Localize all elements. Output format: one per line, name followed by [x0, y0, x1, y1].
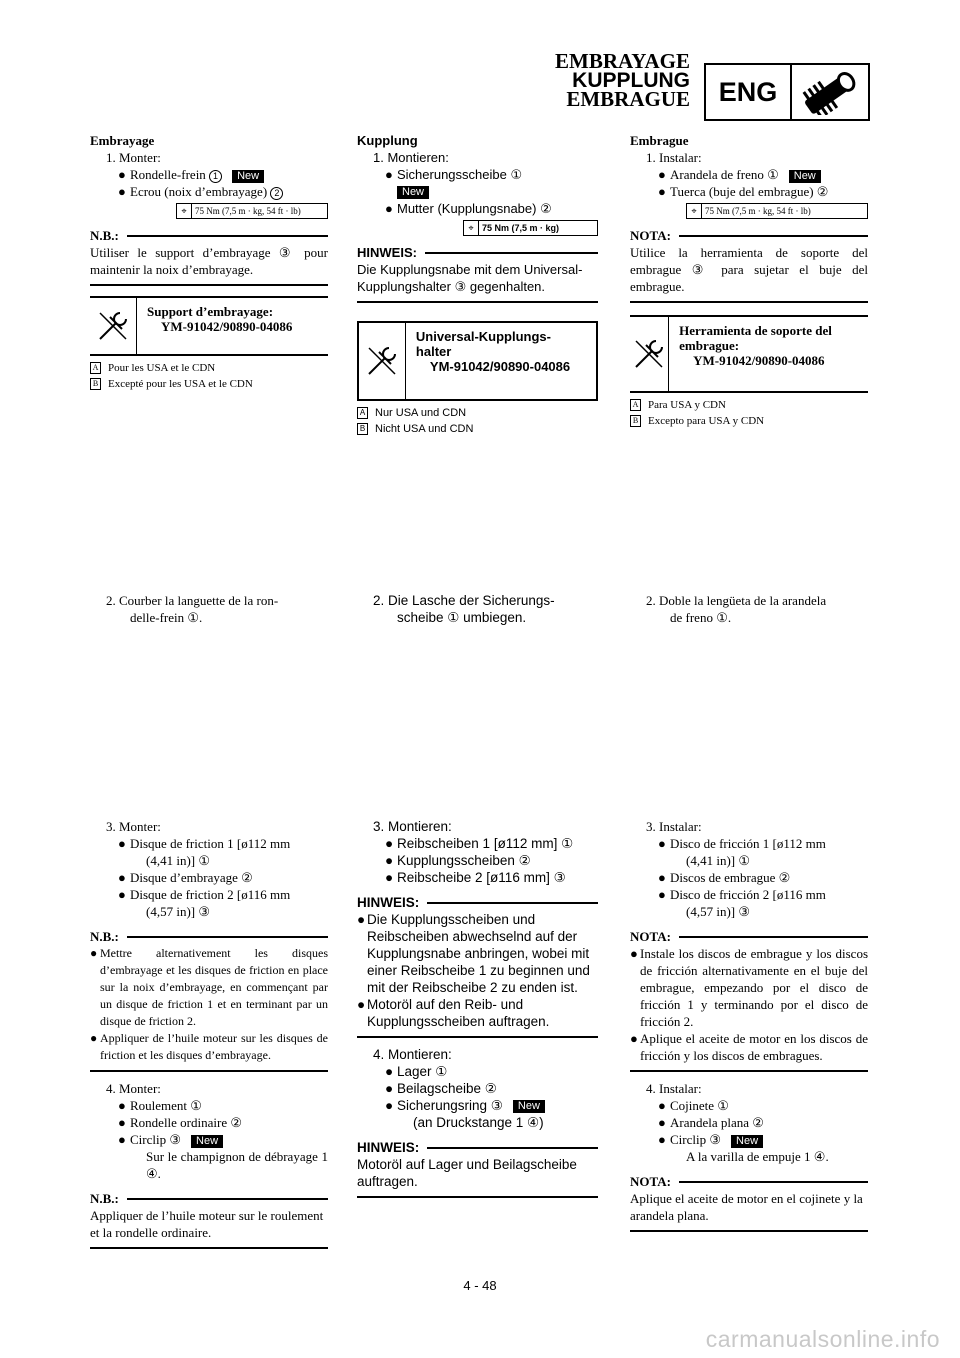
fr-step4-item: ● Roulement ①: [118, 1098, 202, 1113]
tool-name: Herramienta de soporte del embrague:: [679, 323, 832, 353]
torque-value: 75 Nm (7,5 m · kg): [482, 223, 560, 233]
note-bullet: ● Die Kupplungsscheiben und Reibscheiben abwechselnd auf der Kupplungsnabe anbringen, wobei mit einer Reibscheibe 1 zu beginnen und mit der Reibscheibe 2 zu enden ist.: [357, 912, 590, 995]
fr-note3: [90, 1190, 328, 1249]
item-text: Disque de friction 1 [ø112 mm: [130, 836, 291, 851]
fr-step3-item: ● Disque de friction 2 [ø116 mm: [118, 887, 291, 902]
de-note3: [357, 1139, 598, 1198]
note-body: Die Kupplungsnabe mit dem Universal-Kupplungshalter ③ gegenhalten.: [357, 261, 598, 303]
note-head: N.B.:: [90, 929, 119, 944]
fr-step3-item: ● Disque de friction 1 [ø112 mm: [118, 836, 291, 851]
es-note3: [630, 1173, 868, 1232]
item-text: Beilagscheibe ②: [397, 1081, 497, 1096]
eng-section-badge: [704, 63, 870, 121]
tool-name: Universal-Kupplungs-halter: [415, 329, 551, 359]
item-text: Reibscheiben 1 [ø112 mm] ①: [397, 836, 574, 851]
item-text: Sicherungsscheibe ①: [397, 167, 523, 182]
es-footnotes: A Para USA y CDN B Excepto para USA y CDN: [630, 397, 868, 429]
header-de: KUPPLUNG: [572, 69, 690, 92]
fr-step4-sub: Sur le champignon de débrayage 1 ④.: [146, 1149, 328, 1181]
de-step3-item: ● Reibscheibe 2 [ø116 mm] ③: [385, 870, 566, 885]
fr-step3-item-cont: (4,41 in)] ①: [146, 853, 211, 868]
de-step3: 3. Montieren:: [373, 819, 452, 834]
item-text: Mutter (Kupplungsnabe) ②: [397, 201, 552, 216]
item-text: Circlip ③: [670, 1132, 722, 1147]
es-step1-item: ● Tuerca (buje del embrague) ②: [658, 184, 829, 199]
new-badge: New: [191, 1135, 223, 1148]
de-footnotes: A Nur USA und CDN B Nicht USA und CDN: [357, 405, 598, 437]
item-text: Disco de fricción 2 [ø116 mm: [670, 887, 826, 902]
fr-step3-item-cont: (4,57 in)] ③: [146, 904, 211, 919]
item-text: Reibscheibe 2 [ø116 mm] ③: [397, 870, 566, 885]
es-step4-item: ● Arandela plana ②: [658, 1115, 764, 1130]
es-step3-item: ● Disco de fricción 2 [ø116 mm: [658, 887, 826, 902]
es-step1: 1. Instalar:: [646, 150, 702, 165]
es-step1-item: ● Arandela de freno ① New: [630, 166, 868, 183]
es-note2: [630, 928, 868, 1072]
new-badge: New: [789, 170, 821, 183]
note-body: Utilice la herramienta de soporte del embrague ③ para sujetar el buje del embrague.: [630, 244, 868, 303]
es-step4-item: ● Circlip ③ New: [630, 1131, 868, 1148]
note-text: Aplique el aceite de motor en los discos de fricción y los discos de embragues.: [640, 1031, 868, 1063]
section-header: [555, 49, 690, 111]
tool-icon: [359, 323, 406, 399]
torque-value: 75 Nm (7,5 m · kg, 54 ft · lb): [195, 206, 301, 216]
wrench-icon: ⌖: [177, 204, 192, 218]
de-step3-item: ● Reibscheiben 1 [ø112 mm] ①: [385, 836, 574, 851]
item-text: Cojinete ①: [670, 1098, 729, 1113]
de-note1: [357, 244, 598, 303]
fr-step4: 4. Monter:: [106, 1081, 161, 1096]
note-head: HINWEIS:: [357, 1140, 420, 1155]
es-step3-item: ● Disco de fricción 1 [ø112 mm: [658, 836, 826, 851]
tool-icon: [90, 298, 137, 354]
wrench-icon: ⌖: [464, 221, 479, 235]
footnote-b: Nicht USA und CDN: [375, 423, 474, 435]
item-text: Kupplungsscheiben ②: [397, 853, 531, 868]
es-step2-cont: de freno ①.: [670, 610, 732, 625]
de-step4-sub: (an Druckstange 1 ④): [413, 1115, 544, 1130]
note-head: N.B.:: [90, 228, 119, 243]
wrench-icon: ⌖: [687, 204, 702, 218]
fr-title: Embrayage: [90, 133, 155, 148]
de-step1: 1. Montieren:: [373, 150, 449, 165]
new-badge: New: [397, 186, 429, 199]
footnote-b: Excepto para USA y CDN: [648, 415, 765, 427]
es-title: Embrague: [630, 133, 689, 148]
header-fr: EMBRAYAGE: [555, 49, 690, 73]
note-body: Utiliser le support d’embrayage ③ pour maintenir la noix d’embrayage.: [90, 244, 328, 286]
eng-label: ENG: [706, 65, 792, 119]
tool-part-number: YM-91042/90890-04086: [429, 359, 571, 374]
note-text: Mettre alternativement les disques d’embrayage et les disques de friction en place sur la noix d’embrayage, en commençant par un disque de friction 1 et en terminant par un disque de friction 2.: [100, 946, 328, 1028]
engine-icon: [792, 65, 868, 119]
note-body: Aplique el aceite de motor en el cojinete y la arandela plana.: [630, 1190, 868, 1232]
es-step3-item: ● Discos de embrague ②: [658, 870, 791, 885]
fr-step3: 3. Monter:: [106, 819, 161, 834]
de-tool-box: [357, 321, 598, 401]
item-text: Circlip ③: [130, 1132, 182, 1147]
new-badge: New: [232, 170, 264, 183]
de-step4-item: ● Lager ①: [385, 1064, 448, 1079]
new-badge: New: [731, 1135, 763, 1148]
item-text: Sicherungsring ③: [397, 1098, 503, 1113]
fr-step1: 1. Monter:: [106, 150, 161, 165]
es-step2: 2. Doble la lengüeta de la arandela: [646, 593, 827, 608]
item-text: Lager ①: [397, 1064, 448, 1079]
fr-step3-item: ● Disque d’embrayage ②: [118, 870, 253, 885]
de-step2-cont: scheibe ① umbiegen.: [397, 610, 527, 625]
note-head: N.B.:: [90, 1191, 119, 1206]
torque-spec: [463, 220, 598, 236]
fr-step1-item-text: Ecrou (noix d’embrayage): [130, 184, 268, 199]
note-bullet: ● Motoröl auf den Reib- und Kupplungsscheiben auftragen.: [357, 997, 550, 1029]
de-step4-item: ● Sicherungsring ③ New: [357, 1097, 598, 1114]
note-text: Instale los discos de embrague y los discos de fricción alternativamente en el buje del embrague, empezando por el disco de fricción 1 y terminando por el disco de fricción 2.: [640, 946, 868, 1029]
es-step3: 3. Instalar:: [646, 819, 702, 834]
es-note1: [630, 227, 868, 303]
footnote-b: Excepté pour les USA et le CDN: [108, 378, 253, 390]
fr-note1: [90, 227, 328, 286]
es-step4: 4. Instalar:: [646, 1081, 702, 1096]
item-text: Disque de friction 2 [ø116 mm: [130, 887, 291, 902]
footnote-a: Pour les USA et le CDN: [108, 362, 216, 374]
de-step1-item: ● Mutter (Kupplungsnabe) ②: [385, 201, 552, 216]
de-title: Kupplung: [357, 133, 418, 148]
fr-step2: 2. Courber la languette de la ron-: [106, 593, 279, 608]
fr-tool-box: [90, 296, 328, 356]
item-text: Rondelle ordinaire ②: [130, 1115, 243, 1130]
de-step1-item: ● Sicherungsscheibe ①: [385, 167, 523, 182]
note-head: HINWEIS:: [357, 245, 417, 260]
header-es: EMBRAGUE: [566, 87, 690, 111]
note-text: Die Kupplungsscheiben und Reibscheiben abwechselnd auf der Kupplungsnabe anbringen, wobei mit einer Reibscheibe 1 zu beginnen und mit der Reibscheibe 2 zu enden ist.: [367, 912, 590, 995]
note-head: NOTA:: [630, 1174, 671, 1189]
de-step3-item: ● Kupplungsscheiben ②: [385, 853, 531, 868]
item-text: Disque d’embrayage ②: [130, 870, 253, 885]
fr-step4-item: ● Rondelle ordinaire ②: [118, 1115, 243, 1130]
fr-footnotes: A Pour les USA et le CDN B Excepté pour les USA et le CDN: [90, 360, 328, 392]
de-step2: 2. Die Lasche der Sicherungs-: [373, 593, 555, 608]
note-text: Motoröl auf den Reib- und Kupplungsscheiben auftragen.: [367, 997, 550, 1029]
page-number: 4 - 48: [463, 1278, 497, 1293]
item-text: Disco de fricción 1 [ø112 mm: [670, 836, 826, 851]
es-tool-box: [630, 315, 868, 393]
es-step4-item: ● Cojinete ①: [658, 1098, 729, 1113]
note-bullet: ● Mettre alternativement les disques d’embrayage et les disques de friction en place sur la noix d’embrayage, en commençant par un disque de friction 1 et en terminant par un disque de friction 2.: [90, 946, 328, 1028]
fr-step2-cont: delle-frein ①.: [130, 610, 203, 625]
item-text: Arandela de freno ①: [670, 167, 779, 182]
torque-value: 75 Nm (7,5 m · kg, 54 ft · lb): [705, 206, 811, 216]
note-head: NOTA:: [630, 929, 671, 944]
item-text: Discos de embrague ②: [670, 870, 791, 885]
es-step4-sub: A la varilla de empuje 1 ④.: [686, 1149, 829, 1164]
fr-step1-item-text: Rondelle-frein: [130, 167, 206, 182]
tool-name: Support d’embrayage:: [147, 304, 274, 319]
es-step3-item-cont: (4,57 in)] ③: [686, 904, 751, 919]
fr-note2: [90, 928, 328, 1072]
footnote-a: Para USA y CDN: [648, 399, 726, 411]
item-text: Arandela plana ②: [670, 1115, 764, 1130]
note-bullet: ● Instale los discos de embrague y los discos de fricción alternativamente en el buje del embrague, empezando por el disco de fricción 1 y terminando por el disco de fricción 2.: [630, 946, 868, 1029]
note-head: NOTA:: [630, 228, 671, 243]
item-text: Roulement ①: [130, 1098, 202, 1113]
torque-spec: [686, 203, 868, 219]
fr-step1-item: ● Ecrou (noix d’embrayage) 2: [90, 183, 328, 200]
footnote-a: Nur USA und CDN: [375, 407, 467, 419]
note-head: HINWEIS:: [357, 895, 420, 910]
fr-step4-item: ● Circlip ③ New: [90, 1131, 328, 1148]
de-step4: 4. Montieren:: [373, 1047, 452, 1062]
de-note2: [357, 894, 598, 1038]
note-bullet: ● Aplique el aceite de motor en los discos de fricción y los discos de embragues.: [630, 1031, 868, 1063]
es-step3-item-cont: (4,41 in)] ①: [686, 853, 751, 868]
item-text: Tuerca (buje del embrague) ②: [670, 184, 829, 199]
note-text: Appliquer de l’huile moteur sur les disques de friction et les disques d’embrayage.: [100, 1031, 328, 1062]
de-step4-item: ● Beilagscheibe ②: [385, 1081, 497, 1096]
note-bullet: ● Appliquer de l’huile moteur sur les disques de friction et les disques d’embrayage.: [90, 1031, 328, 1062]
note-body: Appliquer de l’huile moteur sur le roulement et la rondelle ordinaire.: [90, 1207, 328, 1249]
tool-part-number: YM-91042/90890-04086: [161, 319, 293, 334]
watermark: carmanualsonline.info: [705, 1326, 940, 1352]
note-body: Motoröl auf Lager und Beilagscheibe auftragen.: [357, 1156, 598, 1198]
new-badge: New: [513, 1100, 545, 1113]
tool-part-number: YM-91042/90890-04086: [693, 353, 825, 368]
tool-icon: [630, 317, 669, 391]
fr-step1-item: ● Rondelle-frein 1 New: [90, 166, 328, 183]
torque-spec: [176, 203, 328, 219]
